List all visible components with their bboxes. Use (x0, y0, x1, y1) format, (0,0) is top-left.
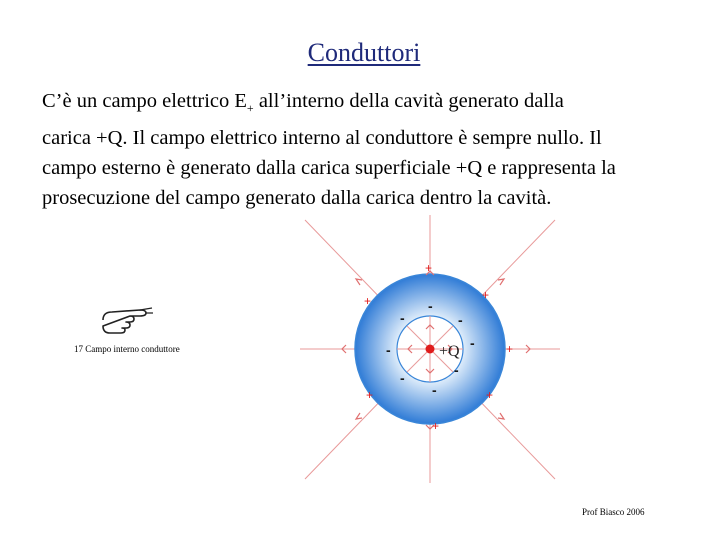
hyperlink-label[interactable]: 17 Campo interno conduttore (74, 344, 180, 354)
slide-body-text (42, 86, 682, 213)
charge-label: +Q (439, 343, 460, 360)
minus-charge: - (386, 342, 391, 358)
plus-charge: + (432, 419, 440, 433)
field-subscript: + (246, 101, 254, 116)
minus-charge: - (400, 370, 405, 386)
minus-charge: - (458, 312, 463, 328)
text-rest: carica +Q. Il campo elettrico interno al conduttore è sempre nullo. Il campo esterno è generato dalla carica superficiale +Q e rappresenta la prosecuzione del campo generato dalla carica dentro la cavità. (42, 127, 616, 210)
plus-charge: + (366, 388, 374, 402)
minus-charge: - (470, 335, 475, 351)
conductor-diagram (300, 215, 560, 490)
plus-charge: + (486, 388, 494, 402)
minus-charge: - (428, 298, 433, 314)
charge-dot (426, 345, 435, 354)
text-line1-end: all’interno della cavità generato dalla (253, 90, 564, 112)
minus-charge: - (432, 382, 437, 398)
slide-title: Conduttori (307, 38, 421, 67)
text-line1-start: C’è un campo elettrico E (42, 90, 247, 112)
plus-charge: + (425, 261, 433, 275)
minus-charge: - (454, 362, 459, 378)
footer-credit: Prof Biasco 2006 (582, 507, 645, 517)
plus-charge: + (482, 288, 490, 302)
plus-charge: + (506, 342, 514, 356)
plus-charge: + (364, 294, 372, 308)
pointing-hand-icon[interactable] (100, 300, 154, 334)
minus-charge: - (400, 310, 405, 326)
